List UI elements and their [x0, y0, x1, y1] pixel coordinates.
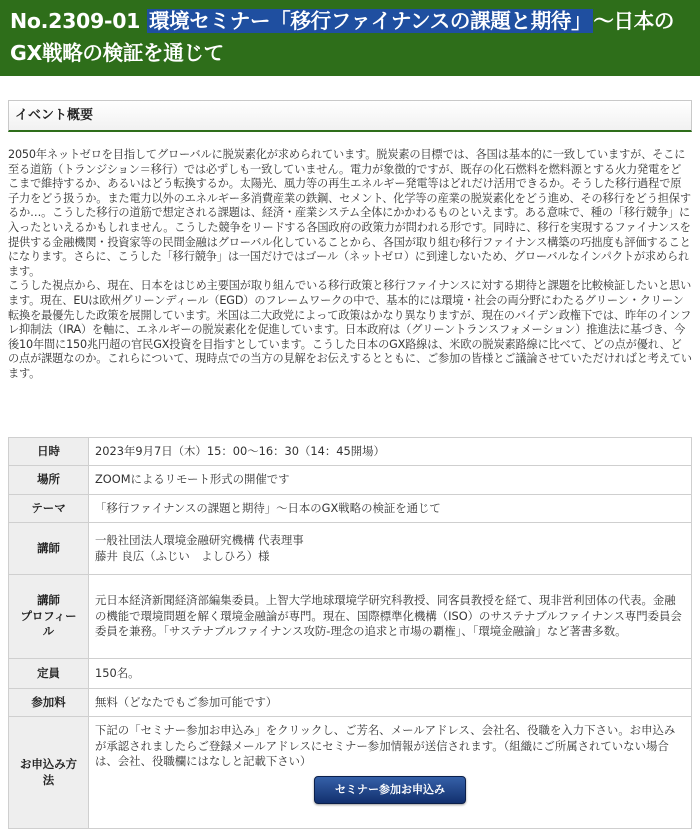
- overview-paragraph-1: 2050年ネットゼロを目指してグローバルに脱炭素化が求められています。脱炭素の目標では、各国は基本的に一致していますが、そこに至る道筋（トランジション＝移行）では必ずしも一致していません。電力が象徴的ですが、既存の化石燃料を燃料源とする火力発電をどこまで維持するか、あるいはどう転換するか。太陽光、風力等の再生エネルギー発電等はどれだけ活用できるか。そうした移行過程で原子力をどう扱うか。また電力以外のエネルギー多消費産業の鉄鋼、セメント、化学等の産業の脱炭素化をどう進め、その移行をどう担保するか…。こうした移行の道筋で想定される課題は、経済・産業システム全体にかかわるものといえます。ある意味で、種の「移行競争」に入ったといえるかもしれません。こうした競争をリードする各国政府の政策力が問われる形です。同時に、移行を実現するファイナンスを提供する金融機関・投資家等の民間金融はグローバル化していることから、各国が取り組む移行ファイナンス構築の巧拙度も評価することになります。さらに、こうした「移行競争」は一国だけではゴール（ネットゼロ）に到達しないため、グローバルなインパクトが求められます。: [8, 148, 691, 278]
- speaker-value: [89, 523, 692, 575]
- profile-label-line-2: プロフィール: [20, 608, 77, 639]
- section-heading: イベント概要: [8, 100, 692, 132]
- fee-value: 無料（どなたでもご参加可能です）: [89, 689, 692, 717]
- title-highlight: 環境セミナー「移行ファイナンスの課題と期待」: [148, 9, 592, 33]
- event-overview: [8, 148, 692, 382]
- venue-label: 場所: [9, 466, 89, 495]
- fee-label: 参加料: [9, 689, 89, 717]
- overview-paragraph-2: こうした視点から、現在、日本をはじめ主要国が取り組んでいる移行政策と移行ファイナンスに対する期待と課題を比較検証したいと思います。現在、EUは欧州グリーンディール（EGD）のフレームワークの中で、基本的には環境・社会の両分野にわたるグリーン・クリーン転換を最優先した政策を展開しています。米国は二大政党によって政策はかなり異なりますが、現在のバイデン政権下では、昨年のインフレ抑制法（IRA）を軸に、エネルギーの脱炭素化を促進しています。日本政府は（グリーントランスフォメーション）推進法に基づき、今後10年間に150兆円超の官民GX投資を目指すとしています。こうした日本のGX路線は、米欧の脱炭素路線に比べて、どの点が優れ、どの点が課題なのか。これらについて、現時点での当方の見解をお伝えするとともに、ご参加の皆様とご議論させていただければと考えています。: [8, 279, 692, 380]
- speaker-label: 講師: [9, 523, 89, 575]
- capacity-label: 定員: [9, 659, 89, 689]
- event-details-table: [8, 437, 692, 829]
- table-row: [9, 575, 692, 659]
- title-subtitle: 〜日本のGX戦略の検証を通じて: [10, 9, 675, 65]
- date-label: 日時: [9, 438, 89, 466]
- table-row: [9, 659, 692, 689]
- theme-label: テーマ: [9, 495, 89, 523]
- profile-label-line-1: 講師: [37, 593, 60, 608]
- table-row: [9, 523, 692, 575]
- table-row: [9, 689, 692, 717]
- seminar-apply-button[interactable]: セミナー参加お申込み: [314, 776, 466, 804]
- theme-value: 「移行ファイナンスの課題と期待」〜日本のGX戦略の検証を通じて: [89, 495, 692, 523]
- table-row: [9, 466, 692, 495]
- apply-instructions: 下記の「セミナー参加お申込み」をクリックし、ご芳名、メールアドレス、会社名、役職を入力下さい。お申込みが承認されましたらご登録メールアドレスにセミナー参加情報が送信されます。（組織にご所属されていない場合は、会社、役職欄にはなしと記載下さい）: [95, 723, 676, 768]
- profile-value: 元日本経済新聞経済部編集委員。上智大学地球環境学研究科教授、同客員教授を経て、現非営利団体の代表。金融の機能で環境問題を解く環境金融論が専門。現在、国際標準化機構（ISO）のサステナブルファイナンス専門委員会委員を兼務。「サステナブルファイナンス攻防-理念の追求と市場の覇権」、「環境金融論」など著書多数。: [89, 575, 692, 659]
- table-row: [9, 495, 692, 523]
- capacity-value: 150名。: [89, 659, 692, 689]
- profile-label: [9, 575, 89, 659]
- apply-cell: [89, 717, 692, 829]
- speaker-organization: 一般社団法人環境金融研究機構 代表理事: [95, 533, 304, 547]
- date-value: 2023年9月7日（木）15：00〜16：30（14：45開場）: [89, 438, 692, 466]
- table-row: [9, 438, 692, 466]
- table-row: [9, 717, 692, 829]
- apply-label: お申込み方法: [9, 717, 89, 829]
- speaker-name: 藤井 良広（ふじい よしひろ）様: [95, 548, 270, 563]
- event-number: No.2309-01: [10, 9, 147, 33]
- page-title: [0, 0, 700, 76]
- venue-value: ZOOMによるリモート形式の開催です: [89, 466, 692, 495]
- apply-button-wrap: [95, 776, 685, 804]
